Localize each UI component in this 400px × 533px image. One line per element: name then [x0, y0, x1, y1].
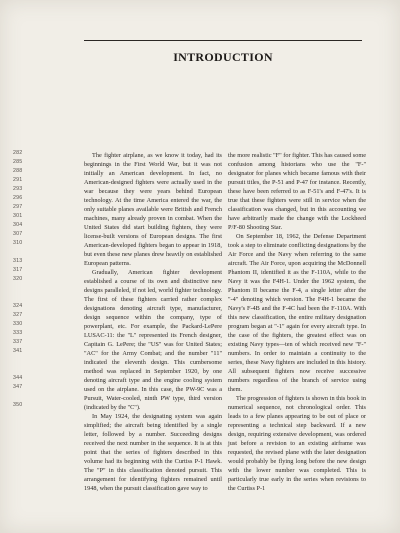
margin-number: 317 [13, 267, 23, 273]
margin-index [0, 0, 30, 533]
margin-number: 291 [13, 177, 23, 183]
margin-number: 313 [13, 258, 23, 264]
margin-number: 285 [13, 159, 23, 165]
margin-number: 304 [13, 222, 23, 228]
header-rule [84, 40, 362, 41]
margin-number: 296 [13, 195, 23, 201]
margin-number: 282 [13, 150, 23, 156]
left-column [84, 151, 222, 493]
margin-number: 307 [13, 231, 23, 237]
margin-number: 297 [13, 204, 23, 210]
paragraph: In May 1924, the designating system was again simplified; the aircraft being identified by a single letter, followed by a number. Succeeding designs received the next number in the sequence. It is at this point that the series of fighters described in this volume had its beginning with the Curtiss P-1 Hawk. The "P" in this classification denoted pursuit. This arrangement for identifying fighters remained until 1948, when the pursuit classification gave way to [84, 413, 222, 492]
page-title: INTRODUCTION [173, 50, 273, 64]
margin-number: 324 [13, 303, 23, 309]
margin-number: 347 [13, 384, 23, 390]
margin-number: 344 [13, 375, 23, 381]
right-column [228, 151, 366, 493]
paragraph: On September 18, 1962, the Defense Department took a step to eliminate conflicting designations by the Air Force and the Navy when referring to the same aircraft. The Air Force, upon acquiring the McDonnell Phantom II, identified it as the F-110A, while to the Navy it was the F4H-1. Under the 1962 system, the Phantom II became the F-4, a single letter after the "-4" denoting which version. The F4H-1 became the Navy's F-4B and the F-4C had been the F-110A. With this new classification, the entire military designation program began at "-1" again for every aircraft type. In the case of the fighters, the greatest effect was on existing Navy types—ten of which received new "F-" numbers. In order to maintain a continuity to the series, these Navy fighters are included in this history. All subsequent fighters now receive successive numbers regardless of the branch of service using them. [228, 233, 366, 393]
paragraph: The progression of fighters is shown in this book in numerical sequence, not chronological order. This leads to a few planes appearing to be out of place or representing a technical step backward. If a new design, requiring extensive development, was ordered just before a revision to an existing airframe was requested, the revised plane with the later designation would probably be flying long before the new design with the lower number was completed. This is particularly true early in the series when revisions to the Curtiss P-1 [228, 395, 366, 492]
margin-number: 341 [13, 348, 23, 354]
margin-number: 310 [13, 240, 23, 246]
margin-number: 293 [13, 186, 23, 192]
margin-number: 320 [13, 276, 23, 282]
margin-number: 288 [13, 168, 23, 174]
margin-number: 330 [13, 321, 23, 327]
margin-number: 301 [13, 213, 23, 219]
margin-number: 337 [13, 339, 23, 345]
margin-number: 350 [13, 402, 23, 408]
paragraph: The fighter airplane, as we know it today, had its beginnings in the First World War, but it was not initially an American development. In fact, no American-designed fighters were actually used in the war because they were years behind European technology. At the time America entered the war, the only suitable planes available were British and French machines, many already proven in combat. When the United States did start building fighters, they were license-built versions of European designs. The first American-developed fighters began to appear in 1918, but even these new planes drew heavily on established European patterns. [84, 152, 222, 267]
paragraph: the more realistic "F" for fighter. This has caused some confusion among historians who use the "F-" designator for planes which became famous with their pursuit titles, the P-51 and P-47 for instance. Recently, these have been referred to as F-51's and F-47's. It is true that these fighters were still in service when the classification was changed, but in this accounting we have arbitrarily made the change with the Lockheed P/F-80 Shooting Star. [228, 152, 366, 231]
paragraph: Gradually, American fighter development established a course of its own and distinctive new designs paralleled, if not led, world fighter technology. The first of these fighters carried rather complex designations denoting aircraft type, manufacturer, design sequence within the company, type of powerplant, etc. For example, the Packard-LePere LUSAC-11: the "L" represented its French designer, Capitain G. LePere; the "US" was for United States; "AC" for the Army Combat; and the number "11" indicated the eleventh design. This cumbersome method was replaced in September 1920, by one denoting aircraft type and the engine cooling system used on the airplane. In this case, the PW-9C was a Pursuit, Water-cooled, ninth PW type, third version (indicated by the "C"). [84, 269, 222, 411]
margin-number: 327 [13, 312, 23, 318]
margin-number: 333 [13, 330, 23, 336]
